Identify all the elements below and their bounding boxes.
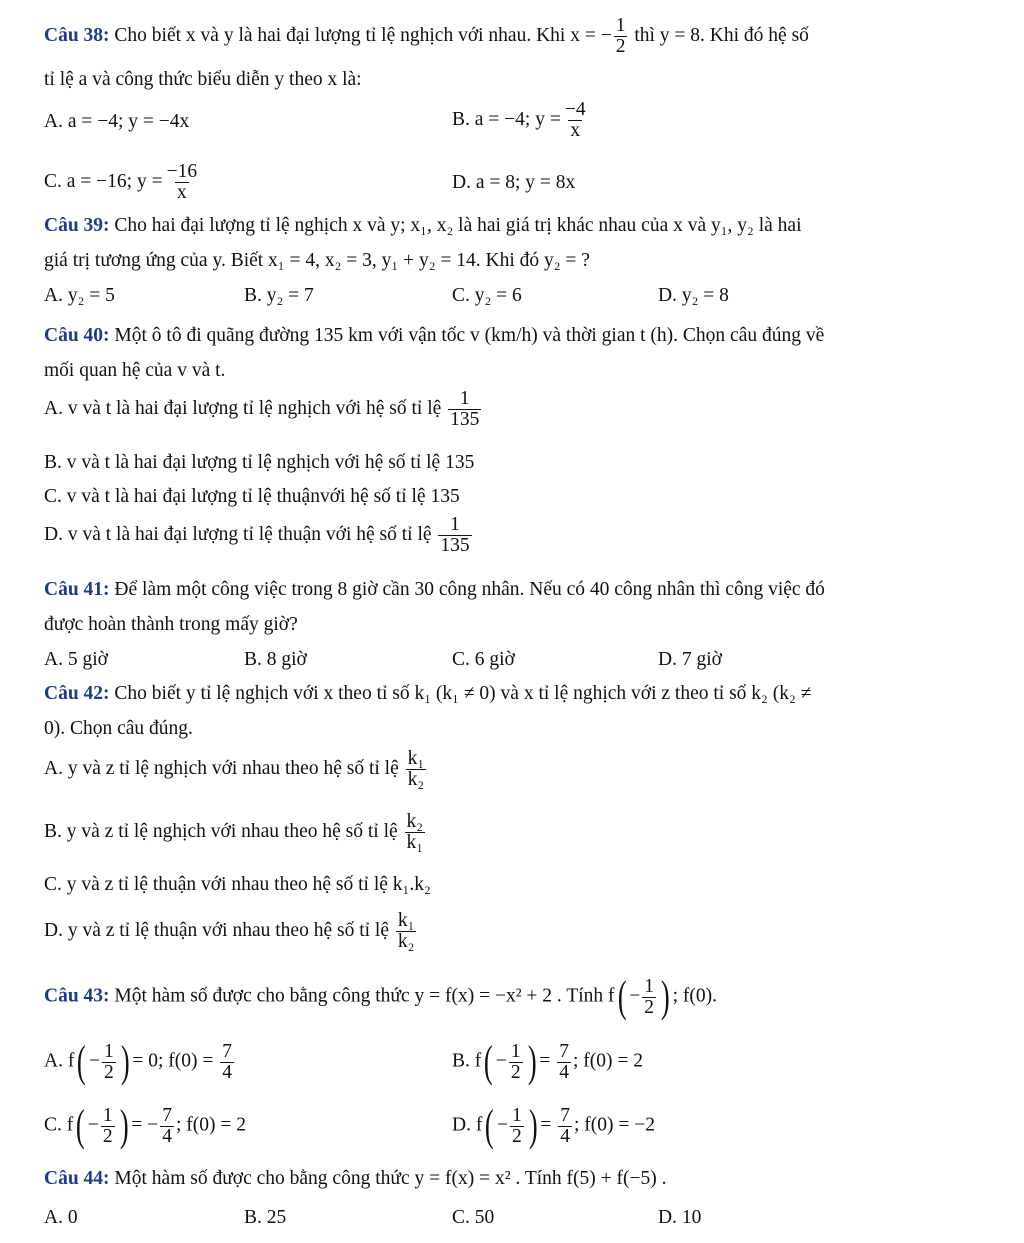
fraction xyxy=(406,749,427,790)
question-41-stem xyxy=(44,578,825,602)
fraction xyxy=(614,16,628,57)
question-42-option-c: C. y và z tỉ lệ thuận với nhau theo hệ số tỉ lệ k₁.k₂ xyxy=(44,874,431,895)
fraction xyxy=(448,389,481,430)
fraction xyxy=(396,911,417,952)
question-39-option-b: B. y₂ = 7 xyxy=(244,285,314,306)
question-41-option-b: B. 8 giờ xyxy=(244,649,307,670)
fraction-numerator: 1 xyxy=(511,1104,522,1126)
option-text: A. v và t là hai đại lượng tỉ lệ nghịch với hệ số tỉ lệ xyxy=(44,397,442,419)
cut-off-next-line xyxy=(40,1236,460,1243)
question-38-option-d: D. a = 8; y = 8x xyxy=(452,172,576,193)
right-paren: ) xyxy=(660,972,670,1021)
question-38-stem-line2: tỉ lệ a và công thức biểu diễn y theo x là: xyxy=(44,69,362,90)
fraction-numerator: 1 xyxy=(459,388,470,409)
fraction-numerator: 7 xyxy=(222,1040,233,1062)
question-44-label: Câu 44: xyxy=(44,1168,110,1189)
fraction-denominator: 2 xyxy=(511,1125,522,1147)
question-41-stem-line2: được hoàn thành trong mấy giờ? xyxy=(44,614,298,635)
option-text: ; f(0) = −2 xyxy=(574,1114,656,1136)
fraction-denominator: 2 xyxy=(510,1061,521,1083)
option-text: D. v và t là hai đại lượng tỉ lệ thuận với hệ số tỉ lệ xyxy=(44,523,432,545)
question-44-option-c: C. 50 xyxy=(452,1207,495,1228)
question-41-option-a: A. 5 giờ xyxy=(44,649,108,670)
question-41-option-d: D. 7 giờ xyxy=(658,649,722,670)
question-44-text: Một hàm số được cho bằng công thức y = f(x) = x² . Tính f(5) + f(−5) . xyxy=(114,1168,667,1189)
question-41-option-c: C. 6 giờ xyxy=(452,649,515,670)
question-39-option-a: A. y₂ = 5 xyxy=(44,285,115,306)
fraction-numerator: 1 xyxy=(103,1040,114,1062)
question-44-option-b: B. 25 xyxy=(244,1207,287,1228)
minus-sign: − xyxy=(88,1050,100,1072)
minus-sign: − xyxy=(87,1114,99,1136)
option-text: ; f(0) = 2 xyxy=(175,1114,246,1136)
option-text: A. f xyxy=(44,1050,75,1072)
fraction-numerator: k₂ xyxy=(406,811,424,832)
question-39-stem-line2: giá trị tương ứng của y. Biết x₁ = 4, x₂ = 3, y₁ + y₂ = 14. Khi đó y₂ = ? xyxy=(44,250,590,271)
question-40-option-c: C. v và t là hai đại lượng tỉ lệ thuậnvới hệ số tỉ lệ 135 xyxy=(44,486,460,507)
question-39-option-c: C. y₂ = 6 xyxy=(452,285,522,306)
question-40-text: Một ô tô đi quãng đường 135 km với vận tốc v (km/h) và thời gian t (h). Chọn câu đúng về xyxy=(114,325,825,346)
fraction-denominator: k₂ xyxy=(407,769,425,790)
left-paren: ( xyxy=(485,1101,495,1150)
fraction-denominator: x xyxy=(176,182,187,203)
option-text: = − xyxy=(131,1114,159,1136)
question-38-stem xyxy=(44,16,809,57)
fraction-numerator: 7 xyxy=(162,1104,172,1126)
question-43-option-c xyxy=(44,1101,246,1150)
right-paren: ) xyxy=(528,1101,538,1150)
stem-end: ; f(0). xyxy=(672,985,717,1007)
option-text: B. a = −4; y = xyxy=(452,108,561,130)
fraction-numerator: k₁ xyxy=(407,748,425,769)
question-39-label: Câu 39: xyxy=(44,215,110,236)
question-41-text: Để làm một công việc trong 8 giờ cần 30 công nhân. Nếu có 40 công nhân thì công việc đó xyxy=(114,579,825,600)
question-38-text: Cho biết x và y là hai đại lượng tỉ lệ nghịch với nhau. Khi xyxy=(114,24,566,46)
option-text: A. y và z tỉ lệ nghịch với nhau theo hệ số tỉ lệ xyxy=(44,757,399,779)
question-39-text: Cho hai đại lượng tỉ lệ nghịch x và y; x₁, x₂ là hai giá trị khác nhau của x và y₁, y₂ là hai xyxy=(114,215,802,236)
right-paren: ) xyxy=(527,1037,537,1086)
left-paren: ( xyxy=(76,1101,85,1150)
option-text: = xyxy=(540,1114,552,1136)
option-text: = xyxy=(539,1050,551,1072)
fraction-denominator: 135 xyxy=(440,535,470,556)
fraction-numerator: 1 xyxy=(450,514,460,535)
fraction-numerator: −16 xyxy=(166,161,198,182)
fraction xyxy=(509,1042,523,1083)
fraction-denominator: 2 xyxy=(103,1061,114,1083)
question-43-text: Một hàm số được cho bằng công thức y = f(x) = −x² + 2 . Tính xyxy=(114,985,604,1007)
left-paren: ( xyxy=(77,1037,87,1086)
question-40-stem-line2: mối quan hệ của v và t. xyxy=(44,360,226,381)
minus-sign: − xyxy=(629,985,641,1007)
question-40-option-b: B. v và t là hai đại lượng tỉ lệ nghịch với hệ số tỉ lệ 135 xyxy=(44,452,475,473)
option-text: ; f(0) = 2 xyxy=(572,1050,643,1072)
fraction-denominator: x xyxy=(570,120,581,141)
fraction xyxy=(165,162,200,203)
right-paren: ) xyxy=(119,1101,129,1150)
fraction xyxy=(102,1042,116,1083)
fraction xyxy=(220,1042,234,1083)
question-42-option-b xyxy=(44,812,427,853)
function-name: f xyxy=(608,985,615,1007)
fraction-numerator: −4 xyxy=(564,99,586,120)
right-paren: ) xyxy=(120,1037,130,1086)
left-paren: ( xyxy=(617,972,627,1021)
fraction-denominator: 4 xyxy=(560,1125,571,1147)
fraction xyxy=(438,515,471,556)
option-text: D. y và z tỉ lệ thuận với nhau theo hệ số tỉ lệ xyxy=(44,919,389,941)
option-text: C. a = −16; y = xyxy=(44,170,163,192)
fraction-numerator: 7 xyxy=(559,1040,569,1062)
question-42-stem xyxy=(44,682,811,706)
question-43-label: Câu 43: xyxy=(44,985,110,1007)
fraction xyxy=(563,100,588,141)
fraction-denominator: 2 xyxy=(615,36,626,57)
question-42-stem-line2: 0). Chọn câu đúng. xyxy=(44,718,193,739)
fraction-denominator: 4 xyxy=(559,1061,569,1083)
fraction-denominator: 4 xyxy=(222,1061,233,1083)
fraction xyxy=(558,1106,572,1147)
fraction-denominator: 135 xyxy=(450,409,480,430)
left-paren: ( xyxy=(484,1037,493,1086)
fraction xyxy=(557,1042,571,1083)
question-43-stem xyxy=(44,972,717,1021)
question-40-option-d xyxy=(44,515,474,556)
question-42-label: Câu 42: xyxy=(44,683,110,704)
question-38-option-a: A. a = −4; y = −4x xyxy=(44,111,190,132)
fraction-denominator: k₁ xyxy=(406,832,424,853)
fraction-denominator: 2 xyxy=(102,1125,113,1147)
fraction-numerator: 1 xyxy=(615,15,626,36)
question-39-stem xyxy=(44,214,802,238)
question-40-stem xyxy=(44,324,824,348)
question-40-label: Câu 40: xyxy=(44,325,110,346)
option-text: B. f xyxy=(452,1050,482,1072)
question-44-option-d: D. 10 xyxy=(658,1207,702,1228)
question-38-text-cont: thì y = 8. Khi đó hệ số xyxy=(634,24,809,46)
question-44-option-a: A. 0 xyxy=(44,1207,78,1228)
fraction xyxy=(160,1106,174,1147)
question-42-option-a xyxy=(44,749,428,790)
question-43-option-a xyxy=(44,1037,236,1086)
option-text: = 0; f(0) = xyxy=(132,1050,214,1072)
minus-sign: − xyxy=(495,1050,507,1072)
fraction xyxy=(510,1106,524,1147)
option-text: C. f xyxy=(44,1114,74,1136)
question-40-option-a xyxy=(44,389,483,430)
option-text: D. f xyxy=(452,1114,483,1136)
fraction-denominator: k₂ xyxy=(397,931,415,952)
fraction-numerator: 1 xyxy=(102,1104,113,1126)
question-38-label: Câu 38: xyxy=(44,24,110,46)
fraction-denominator: 2 xyxy=(644,996,654,1018)
question-38-x-value: x = − xyxy=(570,24,612,46)
minus-sign: − xyxy=(496,1114,508,1136)
option-text: B. y và z tỉ lệ nghịch với nhau theo hệ số tỉ lệ xyxy=(44,820,398,842)
question-43-option-b xyxy=(452,1037,643,1086)
fraction xyxy=(642,977,656,1018)
fraction-numerator: 7 xyxy=(560,1104,571,1126)
fraction xyxy=(101,1106,115,1147)
fraction-numerator: 1 xyxy=(644,975,654,997)
question-43-option-d xyxy=(452,1101,656,1150)
question-44-stem xyxy=(44,1167,667,1191)
fraction xyxy=(405,812,426,853)
fraction-numerator: k₁ xyxy=(397,910,415,931)
fraction-denominator: 4 xyxy=(162,1125,172,1147)
question-38-option-c xyxy=(44,162,201,203)
question-42-text: Cho biết y tỉ lệ nghịch với x theo tỉ số k₁ (k₁ ≠ 0) và x tỉ lệ nghịch với z theo tỉ số k₂ (k₂ ≠ xyxy=(114,683,812,704)
fraction-numerator: 1 xyxy=(510,1040,521,1062)
question-41-label: Câu 41: xyxy=(44,579,110,600)
question-38-option-b xyxy=(452,100,590,141)
question-39-option-d: D. y₂ = 8 xyxy=(658,285,729,306)
question-42-option-d xyxy=(44,911,418,952)
